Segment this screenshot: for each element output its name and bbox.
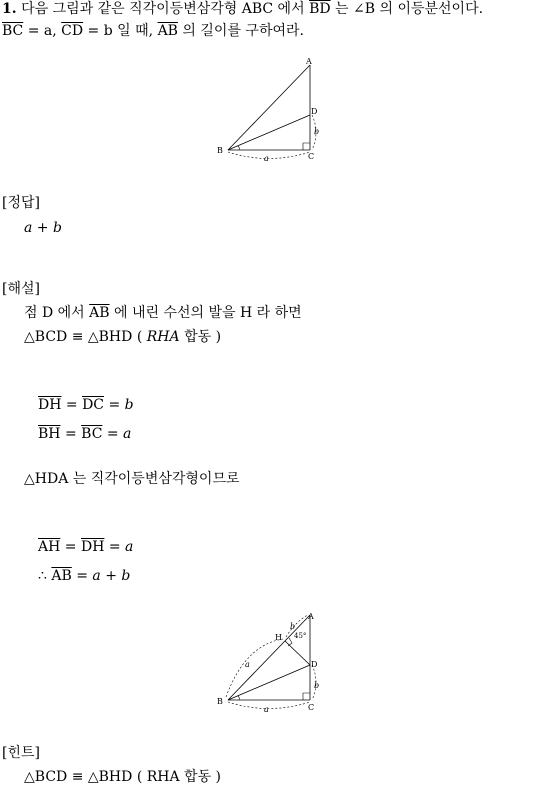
hint-text: △BCD ≡ △BHD ( RHA 합동 ): [24, 769, 222, 785]
segment-cd: $\overline{CD}$: [61, 23, 84, 39]
segment-ab: $\overline{AB}$: [89, 305, 110, 321]
side-ab: [228, 615, 310, 700]
label-a: A: [308, 612, 314, 621]
value-a: a: [125, 539, 134, 555]
side-label-a: a: [264, 154, 269, 163]
problem-line-2: [2, 22, 304, 40]
angle-label: 45°: [294, 632, 307, 640]
perpendicular-dh: [285, 641, 310, 665]
side-label-b: b: [314, 127, 320, 136]
equation-ah-dh: $\overline{AH} = \overline{DH} = a$: [38, 539, 134, 555]
equation-bh-bc: $\overline{BH} = \overline{BC} = a$: [38, 426, 132, 442]
side-label-b-top: b: [290, 622, 296, 631]
congruence-text: △BCD ≡ △BHD (: [24, 329, 143, 345]
equation-conclusion: ∴ $\overline{AB} = a + b$: [38, 568, 131, 584]
segment-bh: $\overline{BH}$: [38, 426, 61, 442]
solution-line-2: [24, 328, 221, 346]
label-c: C: [308, 152, 315, 161]
problem-number: 1.: [2, 1, 17, 17]
label-a: A: [306, 57, 312, 66]
equation-dh-dc: $\overline{DH} = \overline{DC} = b$: [38, 397, 134, 413]
label-b: B: [217, 697, 223, 706]
problem-condition: 일 때,: [117, 23, 154, 39]
bisector-bd: [228, 665, 310, 700]
label-b: B: [217, 146, 223, 155]
bisector-bd: [228, 115, 310, 150]
segment-bd: $\overline{BD}$: [309, 1, 331, 17]
rha-label: RHA: [146, 329, 180, 345]
brace-a-bottom: [228, 702, 310, 709]
value-a-plus-b: a + b: [92, 568, 131, 584]
solution-line-1: [24, 304, 302, 322]
value-b: b: [124, 397, 134, 413]
segment-bc: $\overline{BC}$: [81, 426, 103, 442]
solution-line-3: △HDA 는 직각이등변삼각형이므로: [24, 471, 240, 487]
answer-heading: [정답]: [2, 195, 40, 211]
solution-text: 에 내린 수선의 발을 H 라 하면: [114, 305, 302, 321]
segment-dh: $\overline{DH}$: [38, 397, 62, 413]
side-label-a-left: a: [245, 660, 250, 669]
segment-dh: $\overline{DH}$: [80, 539, 105, 555]
side-label-b-right: b: [314, 681, 320, 690]
therefore-symbol: ∴: [38, 568, 47, 584]
figure-triangle-abc: [210, 55, 330, 165]
side-ab: [228, 65, 310, 150]
problem-text: 다음 그림과 같은 직각이등변삼각형 ABC 에서: [21, 1, 305, 17]
side-label-a-bottom: a: [264, 705, 269, 714]
brace-a: [228, 152, 310, 159]
solution-text: 점 D 에서: [24, 305, 85, 321]
angle-arc: [238, 696, 239, 700]
segment-ab: $\overline{AB}$: [51, 568, 72, 584]
label-d: D: [311, 660, 318, 669]
eq-a: = a,: [27, 23, 57, 39]
segment-bc: $\overline{BC}$: [2, 23, 24, 39]
problem-question: 의 길이를 구하여라.: [182, 23, 304, 39]
hint-heading: [힌트]: [2, 745, 40, 761]
value-a: a: [123, 426, 132, 442]
figure-solution-triangle: [210, 605, 330, 715]
problem-text-tail: 는 ∠B 의 이등분선이다.: [335, 1, 484, 17]
segment-ah: $\overline{AH}$: [38, 539, 61, 555]
eq-b: = b: [87, 23, 113, 39]
label-c: C: [308, 703, 315, 712]
solution-heading: [해설]: [2, 281, 40, 297]
right-angle-mark: [303, 143, 310, 150]
answer-value: a + b: [24, 220, 62, 236]
label-h: H: [275, 633, 282, 642]
congruence-tail: 합동 ): [184, 329, 222, 345]
label-d: D: [311, 107, 318, 116]
segment-dc: $\overline{DC}$: [82, 397, 105, 413]
right-angle-mark-c: [303, 693, 310, 700]
segment-ab: $\overline{AB}$: [157, 23, 178, 39]
angle-arc: [238, 146, 239, 150]
problem-line-1: [2, 0, 483, 18]
